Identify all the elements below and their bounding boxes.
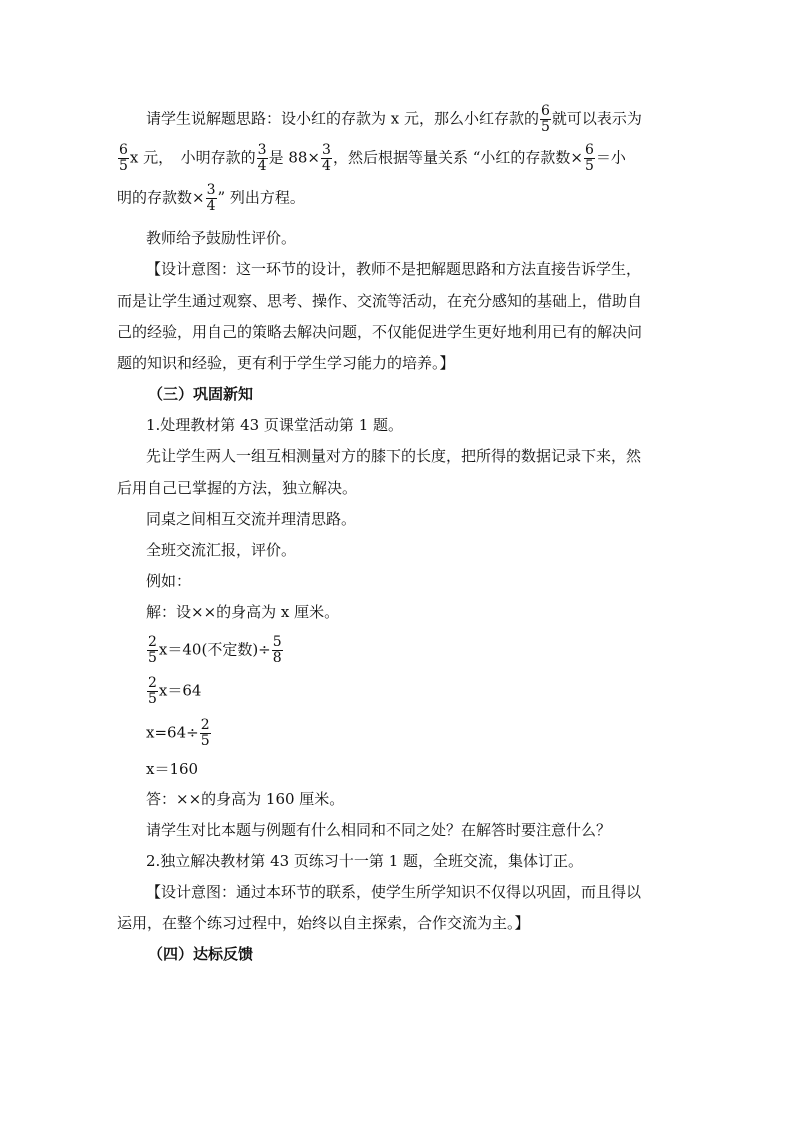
solution-intro: 解：设××的身高为 x 厘米。	[146, 603, 340, 621]
text: 是 88×	[268, 148, 321, 167]
activity-item-1: 1.处理教材第 43 页课堂活动第 1 题。	[146, 416, 404, 434]
design-intent-1-line-1: 【设计意图：这一环节的设计，教师不是把解题思路和方法直接告诉学生，	[146, 260, 642, 278]
example-label: 例如：	[146, 572, 192, 590]
design-intent-1-line-3: 己的经验，用自己的策略去解决问题，不仅能促进学生更好地利用已有的解决问	[117, 323, 643, 341]
answer: 答：××的身高为 160 厘米。	[146, 790, 345, 808]
text: 明的存款数×	[117, 188, 205, 207]
text: x＝64	[158, 681, 202, 700]
measure-instruction-line-2: 后用自己已掌握的方法，独立解决。	[117, 479, 358, 497]
text: x=64÷	[146, 723, 199, 742]
reasoning-line-1	[146, 104, 642, 135]
text: 就可以表示为	[551, 109, 642, 128]
measure-instruction-line-1: 先让学生两人一组互相测量对方的膝下的长度，把所得的数据记录下来，然	[146, 447, 642, 465]
design-intent-2-line-1: 【设计意图：通过本环节的联系，使学生所学知识不仅得以巩固，而且得以	[146, 883, 642, 901]
fraction: $\frac{2}{5}$	[200, 717, 210, 749]
fraction: $\frac{6}{5}$	[584, 142, 594, 174]
design-intent-1-line-2: 而是让学生通过观察、思考、操作、交流等活动，在充分感知的基础上，借助自	[117, 292, 643, 310]
fraction: $\frac{5}{8}$	[272, 634, 282, 666]
fraction: $\frac{3}{4}$	[206, 182, 216, 214]
activity-item-2: 2.独立解决教材第 43 页练习十一第 1 题，全班交流，集体订正。	[146, 852, 584, 870]
fraction: $\frac{3}{4}$	[322, 142, 331, 174]
text: x 元， 小明存款的	[129, 148, 256, 167]
text: ” 列出方程。	[217, 188, 305, 207]
equation-2	[146, 676, 201, 707]
text: ＝小	[595, 148, 626, 167]
fraction: $\frac{3}{4}$	[257, 142, 267, 174]
equation-1	[146, 635, 284, 666]
fraction: $\frac{2}{5}$	[148, 634, 157, 666]
design-intent-2-line-2: 运用，在整个练习过程中，始终以自主探索，合作交流为主。】	[117, 914, 530, 932]
fraction: $\frac{2}{5}$	[148, 675, 157, 707]
section-heading-4: （四）达标反馈	[148, 945, 254, 963]
class-report: 全班交流汇报，评价。	[146, 541, 297, 559]
fraction: $\frac{6}{5}$	[541, 103, 550, 135]
text: ，然后根据等量关系 “小红的存款数×	[332, 148, 583, 167]
equation-3	[146, 718, 212, 749]
fraction: $\frac{6}{5}$	[119, 142, 128, 174]
compare-question: 请学生对比本题与例题有什么相同和不同之处？在解答时要注意什么？	[146, 821, 612, 839]
reasoning-line-3	[117, 183, 305, 214]
section-heading-3: （三）巩固新知	[148, 385, 254, 403]
design-intent-1-line-4: 题的知识和经验，更有利于学生学习能力的培养。】	[117, 354, 455, 372]
text: 请学生说解题思路：设小红的存款为 x 元，那么小红存款的	[146, 109, 539, 128]
pair-discussion: 同桌之间相互交流并理清思路。	[146, 510, 357, 528]
reasoning-line-2	[117, 143, 626, 174]
text: x＝40(不定数)÷	[158, 640, 271, 659]
equation-4: x＝160	[146, 760, 199, 778]
teacher-praise: 教师给予鼓励性评价。	[146, 229, 297, 247]
